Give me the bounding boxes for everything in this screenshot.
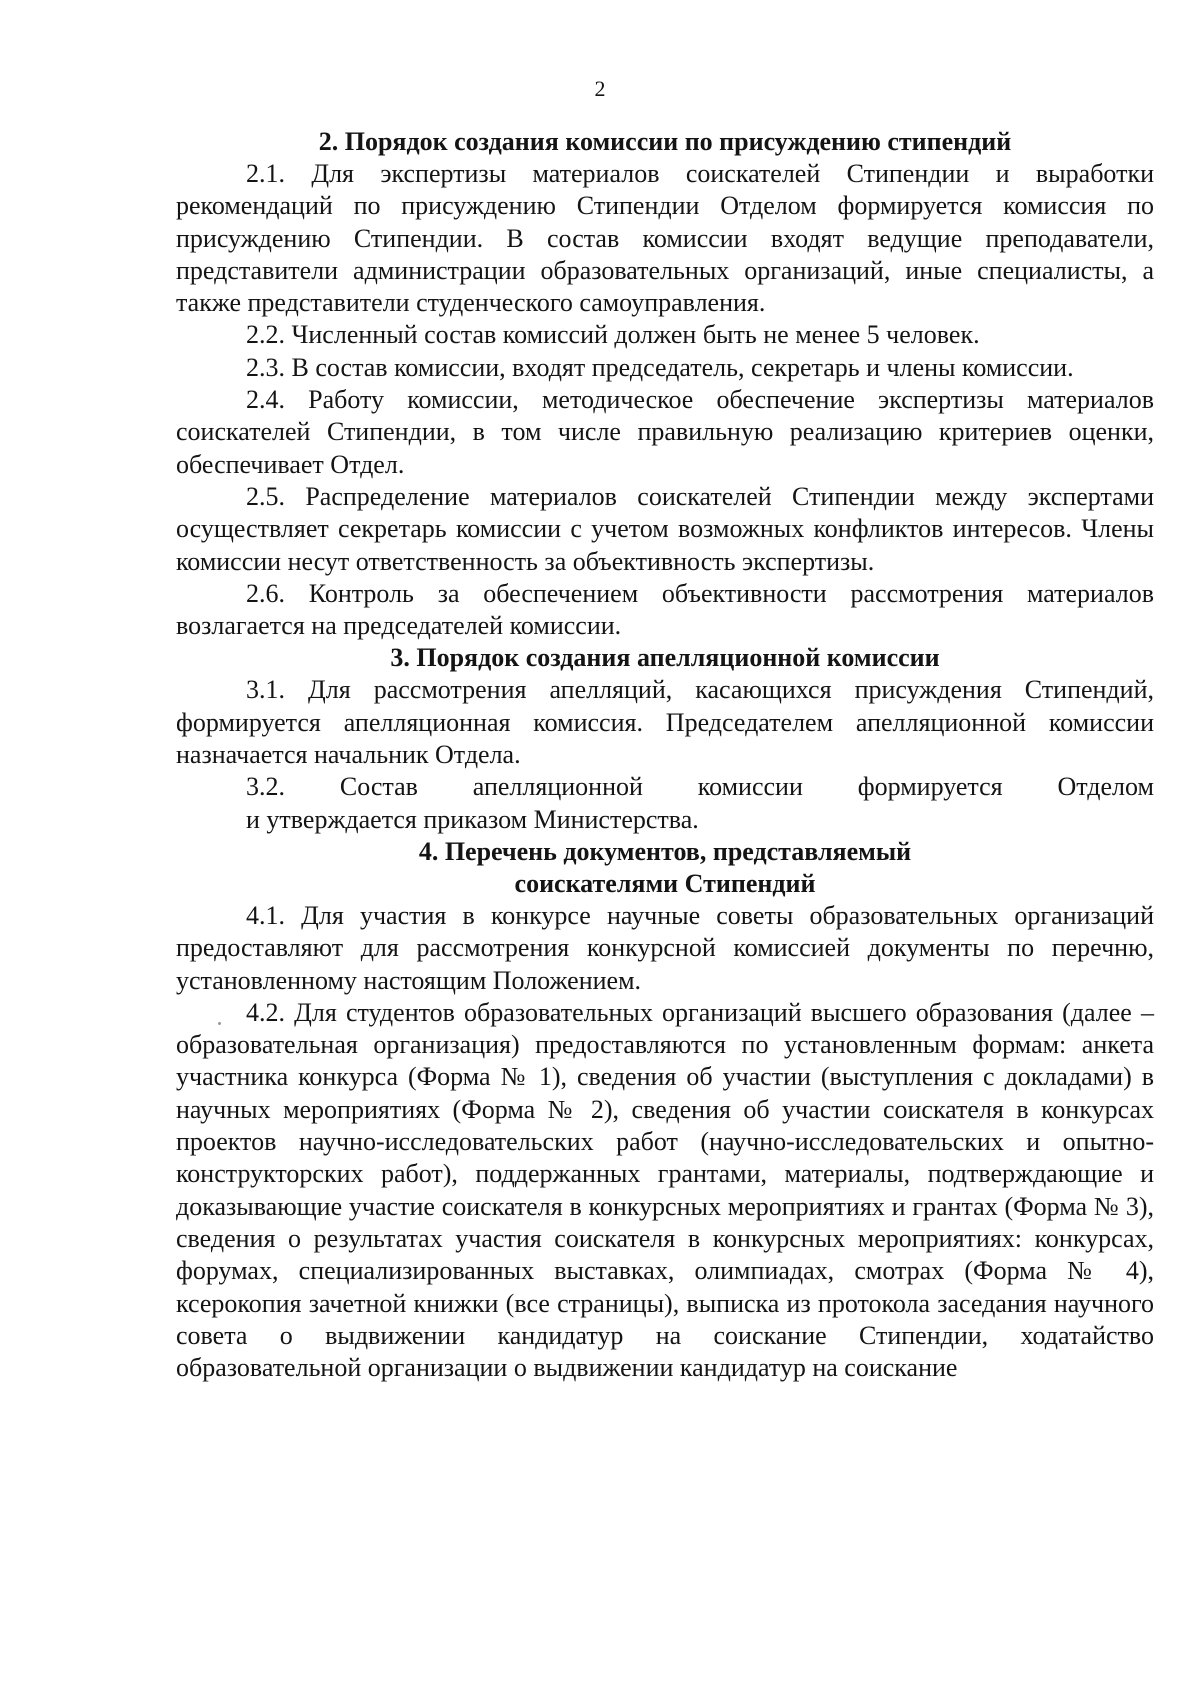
paragraph-2-6: 2.6. Контроль за обеспечением объективности рассмотрения материалов возлагается на председателей комиссии. — [176, 578, 1154, 641]
paragraph-2-4: 2.4. Работу комиссии, методическое обеспечение экспертизы материалов соискателей Стипендии, в том числе правильную реализацию критериев оценки, обеспечивает Отдел. — [176, 385, 1154, 479]
scan-speck — [218, 1022, 221, 1025]
paragraph-3-1: 3.1. Для рассмотрения апелляций, касающихся присуждения Стипендий, формируется апелляционная комиссия. Председателем апелляционной комиссии назначается начальник Отдела. — [176, 675, 1154, 770]
section-heading-3: 3. Порядок создания апелляционной комиссии — [390, 643, 940, 673]
section-heading-2: 2. Порядок создания комиссии по присуждению стипендий — [318, 127, 1012, 156]
section-heading-4-line1: 4. Перечень документов, представляемый — [418, 836, 912, 866]
paragraph-2-2: 2.2. Численный состав комиссий должен быть не менее 5 человек. — [246, 320, 980, 350]
page-number: 2 — [594, 76, 606, 101]
section-heading-4-line2: соискателями Стипендий — [514, 868, 816, 898]
paragraph-4-2: 4.2. Для студентов образовательных организаций высшего образования (далее – образовательная организация) предоставляются по установленным формам: анкета участника конкурса (Форма № 1), сведения об участии (выступления с докладами) в научных мероприятиях (Форма № 2), сведения об участии соискателя в конкурсах проектов научно-исследовательских работ (научно-исследовательских и опытно-конструкторских работ), поддержанных грантами, материалы, подтверждающие и доказывающие участие соискателя в конкурсных мероприятиях и грантах (Форма № 3), сведения о результатах участия соискателя в конкурсных мероприятиях: конкурсах, форумах, специализированных выставках, олимпиадах, смотрах (Форма № 4), ксерокопия зачетной книжки (все страницы), выписка из протокола заседания научного совета о выдвижении кандидатур на соискание Стипендии, ходатайство образовательной организации о выдвижении кандидатур на соискание — [176, 997, 1154, 1383]
paragraph-3-2: 3.2. Состав апелляционной комиссии формируется Отделом — [246, 772, 1154, 802]
paragraph-2-3: 2.3. В состав комиссии, входят председатель, секретарь и члены комиссии. — [246, 352, 1074, 382]
document-body — [176, 126, 1154, 1384]
paragraph-2-5: 2.5. Распределение материалов соискателей Стипендии между экспертами осуществляет секретарь комиссии с учетом возможных конфликтов интересов. Члены комиссии несут ответственность за объективность экспертизы. — [176, 481, 1154, 576]
paragraph-4-1: 4.1. Для участия в конкурсе научные советы образовательных организаций предоставляют для рассмотрения конкурсной комиссией документы по перечню, установленному настоящим Положением. — [176, 900, 1154, 995]
paragraph-2-1: 2.1. Для экспертизы материалов соискателей Стипендии и выработки рекомендаций по присуждению Стипендии Отделом формируется комиссия по присуждению Стипендии. В состав комиссии входят ведущие преподаватели, представители администрации образовательных организаций, иные специалисты, а также представители студенческого самоуправления. — [176, 159, 1154, 318]
section-heading-4 — [176, 836, 1154, 900]
paragraph-3-2-continued: и утверждается приказом Министерства. — [246, 804, 699, 834]
